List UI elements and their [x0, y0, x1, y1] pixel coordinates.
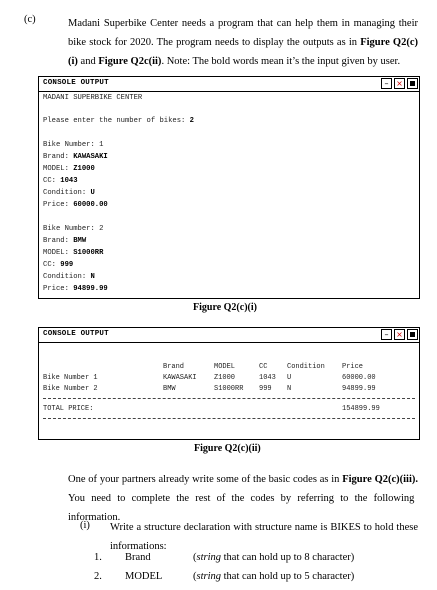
model-line — [43, 249, 103, 257]
field-label: Price: — [43, 285, 74, 293]
field-label: CC: — [43, 261, 61, 269]
figure-ref: Figure Q2(c)(i) — [68, 37, 419, 67]
column-header-condition: Condition — [287, 363, 325, 371]
window-controls — [381, 329, 418, 340]
list-item-number: 1. — [94, 552, 102, 563]
column-header-price: Price — [342, 363, 364, 371]
cell-condition: U — [287, 374, 292, 382]
cell-price: 94899.99 — [342, 385, 376, 393]
prompt-line — [43, 117, 194, 125]
cell-brand: BMW — [163, 385, 176, 393]
close-icon[interactable]: × — [394, 329, 405, 340]
user-input: N — [90, 273, 95, 281]
brand-line — [43, 237, 86, 245]
brand-line — [43, 153, 108, 161]
field-label: Brand: — [43, 237, 74, 245]
console-output-window-1 — [38, 76, 420, 299]
price-line — [43, 285, 108, 293]
question-text-part: and — [77, 56, 99, 67]
bike-number-line: Bike Number: 1 — [43, 141, 104, 149]
cc-line — [43, 261, 73, 269]
figure-caption: Figure Q2(c)(ii) — [194, 443, 261, 454]
minimize-icon[interactable]: – — [381, 329, 392, 340]
figure-ref: Figure Q2(c)(iii). — [342, 474, 419, 485]
figure-caption: Figure Q2(c)(i) — [193, 302, 257, 313]
row-label: Bike Number 1 — [43, 374, 98, 382]
column-header-model: MODEL — [214, 363, 236, 371]
list-item-type: string — [196, 552, 222, 563]
field-label: MODEL: — [43, 249, 74, 257]
console-title: CONSOLE OUTPUT — [43, 79, 109, 87]
list-item-name: MODEL — [125, 571, 163, 582]
cell-brand: KAWASAKI — [163, 374, 197, 382]
cell-cc: 999 — [259, 385, 272, 393]
prompt-text: Please enter the number of bikes: — [43, 117, 190, 125]
instruction-text-part: One of your partners already write some of the basic codes as in — [68, 474, 343, 485]
list-item-desc-text: that can hold up to 8 character) — [221, 552, 355, 563]
field-label: Brand: — [43, 153, 74, 161]
console-title: CONSOLE OUTPUT — [43, 330, 109, 338]
total-price-label: TOTAL PRICE: — [43, 405, 94, 413]
user-input: BMW — [73, 237, 87, 245]
console-header: MADANI SUPERBIKE CENTER — [43, 94, 143, 102]
field-label: Price: — [43, 201, 74, 209]
close-icon[interactable]: × — [394, 78, 405, 89]
column-header-brand: Brand — [163, 363, 185, 371]
figure-ref: Figure Q2c(ii) — [98, 56, 162, 67]
price-line — [43, 201, 108, 209]
question-text-part: . Note: The bold words mean it’s the input given by user. — [161, 56, 401, 67]
field-label: CC: — [43, 177, 61, 185]
cell-condition: N — [287, 385, 292, 393]
condition-line — [43, 189, 95, 197]
total-price-value: 154899.99 — [342, 405, 380, 413]
model-line — [43, 165, 95, 173]
console-output-window-2 — [38, 327, 420, 440]
minimize-icon[interactable]: – — [381, 78, 392, 89]
question-text — [68, 14, 418, 71]
console-titlebar — [39, 77, 419, 92]
bike-number-line: Bike Number: 2 — [43, 225, 104, 233]
cell-model: Z1000 — [214, 374, 236, 382]
condition-line — [43, 273, 95, 281]
question-text-part: Madani Superbike Center needs a program that can help them in managing their bike stock for 2020. The program needs to display the outputs as in — [68, 18, 418, 48]
sub-question-text: Write a structure declaration with structure name is BIKES to hold these informations: — [110, 522, 418, 552]
list-item-desc: (string that can hold up to 5 character) — [193, 571, 355, 582]
user-input: 1043 — [60, 177, 78, 185]
user-input: 94899.99 — [73, 285, 108, 293]
sub-question-label: (i) — [80, 520, 90, 531]
user-input: U — [90, 189, 95, 197]
list-item-desc: (string that can hold up to 8 character) — [193, 552, 355, 563]
user-input: Z1000 — [73, 165, 95, 173]
user-input: 999 — [60, 261, 74, 269]
cell-model: S1000RR — [214, 385, 244, 393]
console-titlebar — [39, 328, 419, 343]
user-input: KAWASAKI — [73, 153, 108, 161]
list-item-desc-text: that can hold up to 5 character) — [221, 571, 355, 582]
user-input: 60000.00 — [73, 201, 108, 209]
cell-cc: 1043 — [259, 374, 276, 382]
list-item-type: string — [196, 571, 222, 582]
divider — [43, 398, 415, 399]
maximize-icon[interactable] — [407, 78, 418, 89]
field-label: Condition: — [43, 273, 91, 281]
field-label: MODEL: — [43, 165, 74, 173]
user-input: S1000RR — [73, 249, 104, 257]
instruction-text-part: You need to complete the rest of the codes by referring to the following information. — [68, 493, 415, 523]
window-controls — [381, 78, 418, 89]
list-item-number: 2. — [94, 571, 102, 582]
cc-line — [43, 177, 78, 185]
field-label: Condition: — [43, 189, 91, 197]
column-header-cc: CC — [259, 363, 268, 371]
question-label: (c) — [24, 14, 36, 25]
row-label: Bike Number 2 — [43, 385, 98, 393]
maximize-icon[interactable] — [407, 329, 418, 340]
divider — [43, 418, 415, 419]
user-input: 2 — [189, 117, 194, 125]
list-item-name: Brand — [125, 552, 151, 563]
cell-price: 60000.00 — [342, 374, 376, 382]
